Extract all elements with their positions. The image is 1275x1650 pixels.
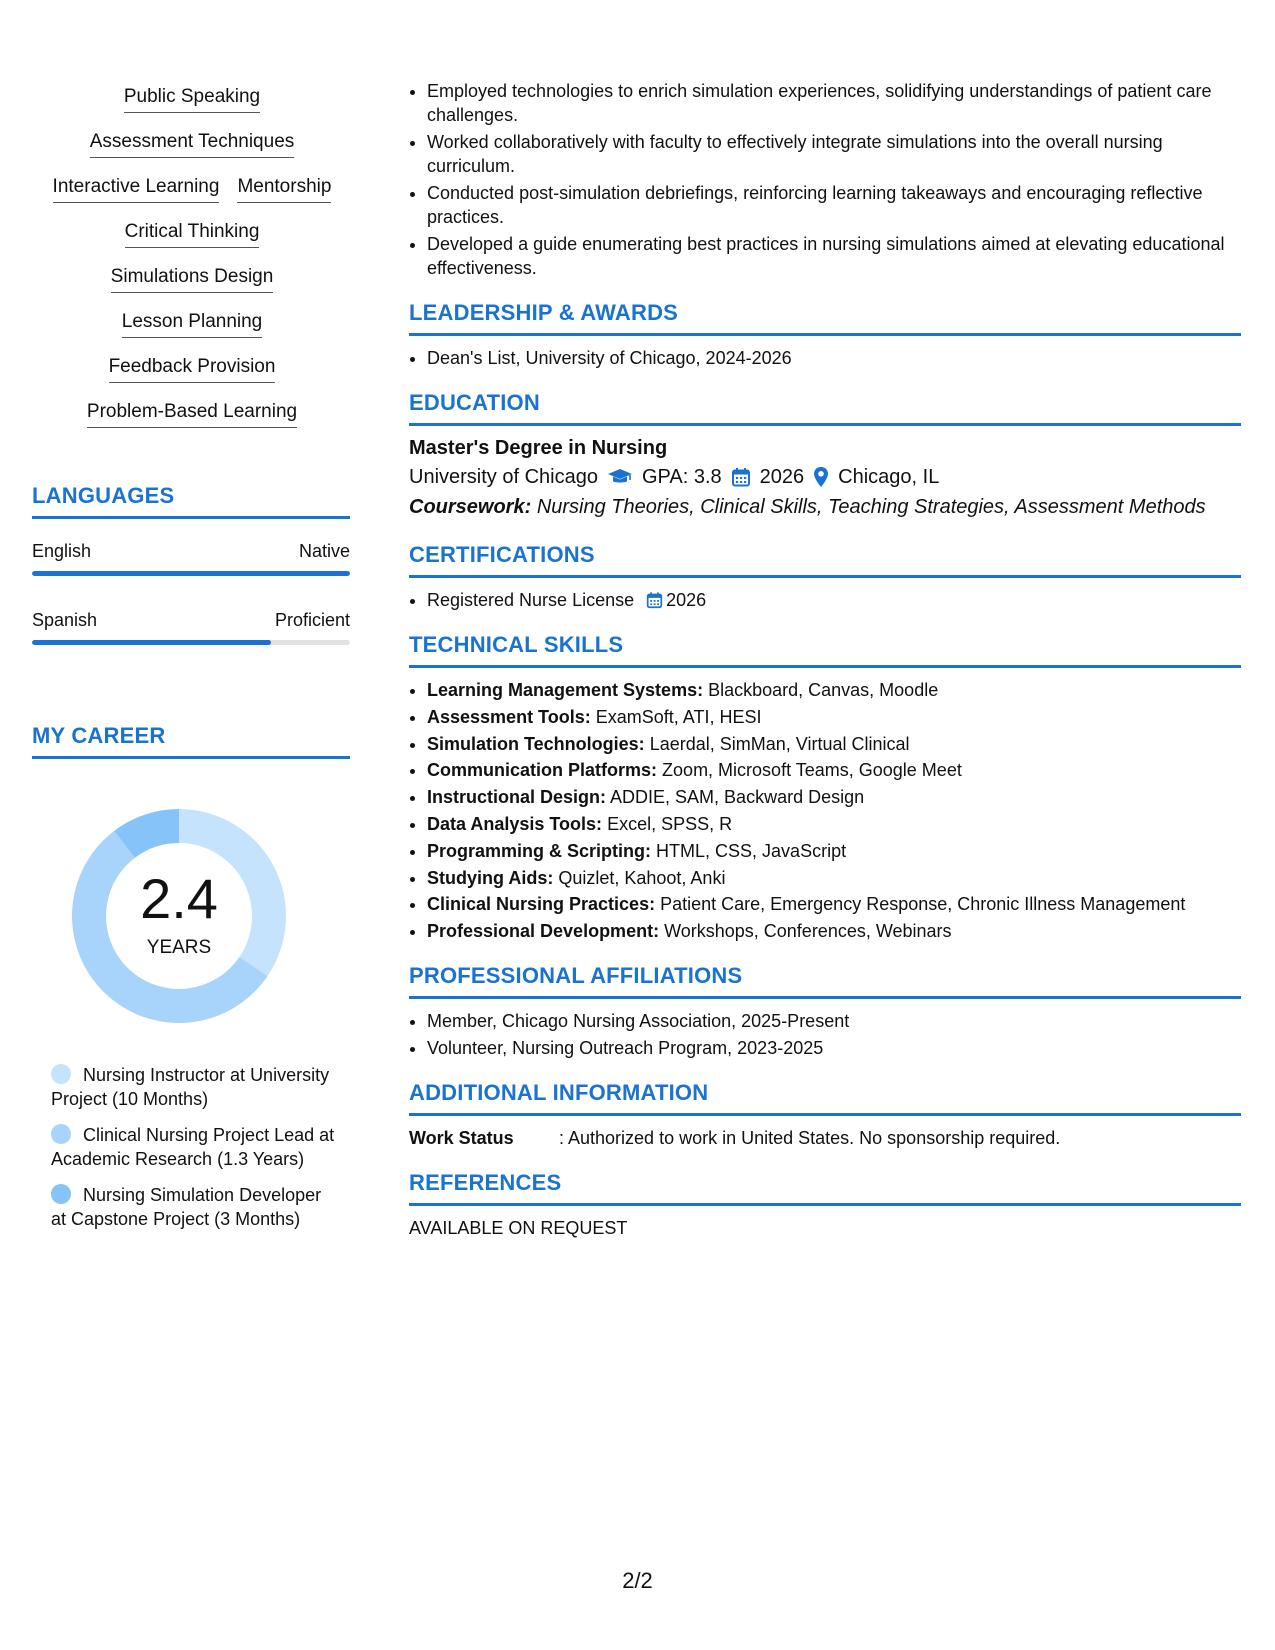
career-legend	[51, 1063, 341, 1243]
tech-skill-value: HTML, CSS, JavaScript	[656, 840, 847, 861]
calendar-icon	[731, 467, 751, 487]
tech-skill-value: Laerdal, SimMan, Virtual Clinical	[649, 733, 910, 754]
experience-bullet: • Worked collaboratively with faculty to effectively integrate simulations into the overall nursing curriculum.	[427, 130, 1241, 178]
affiliation-item: • Volunteer, Nursing Outreach Program, 2023-2025	[427, 1036, 1241, 1060]
language-bar-fill	[32, 640, 271, 645]
tech-skill-value: Zoom, Microsoft Teams, Google Meet	[662, 760, 962, 781]
skill-tag: Assessment Techniques	[90, 131, 295, 158]
career-legend-item	[51, 1123, 341, 1171]
technical-skills-heading: TECHNICAL SKILLS	[409, 632, 1241, 668]
language-name: English	[32, 541, 92, 561]
education-degree: Master's Degree in Nursing	[409, 437, 668, 459]
technical-skills-section	[409, 632, 1241, 943]
experience-bullet: • Employed technologies to enrich simulation experiences, solidifying understandings of patient care challenges.	[427, 79, 1241, 127]
language-item	[32, 609, 350, 645]
tech-skill-label: Communication Platforms:	[427, 760, 658, 781]
education-details	[409, 462, 1241, 492]
education-heading: EDUCATION	[409, 390, 1241, 426]
tech-skill-item	[427, 705, 1241, 729]
skill-tag: Mentorship	[237, 176, 331, 203]
skill-tag: Critical Thinking	[125, 221, 260, 248]
leadership-item: • Dean's List, University of Chicago, 2024-2026	[427, 346, 1241, 370]
references-heading: REFERENCES	[409, 1170, 1241, 1206]
legend-dot-icon	[51, 1064, 71, 1084]
certification-year: 2026	[666, 590, 707, 610]
career-total-unit: YEARS	[146, 937, 212, 958]
education-section	[409, 390, 1241, 522]
tech-skill-value: Quizlet, Kahoot, Anki	[558, 867, 726, 888]
coursework-label: Coursework:	[409, 496, 532, 518]
career-role-label: Nursing Simulation Developer at Capstone Project (3 Months)	[51, 1185, 322, 1229]
career-legend-item	[51, 1063, 341, 1111]
education-school: University of Chicago	[409, 466, 598, 488]
location-pin-icon	[813, 466, 829, 488]
experience-bullet: • Developed a guide enumerating best practices in nursing simulations aimed at elevating educational effectiveness.	[427, 232, 1241, 280]
tech-skill-label: Instructional Design:	[427, 787, 607, 808]
education-year: 2026	[759, 466, 805, 488]
affiliation-item: • Member, Chicago Nursing Association, 2025-Present	[427, 1009, 1241, 1033]
experience-bullet: • Conducted post-simulation debriefings, reinforcing learning takeaways and encouraging reflective practices.	[427, 181, 1241, 229]
skill-tag: Public Speaking	[124, 86, 260, 113]
calendar-icon	[646, 591, 663, 609]
certification-name: Registered Nurse License	[427, 590, 635, 610]
tech-skill-label: Learning Management Systems:	[427, 680, 704, 700]
tech-skill-label: Assessment Tools:	[427, 706, 591, 727]
education-coursework	[409, 492, 1241, 522]
language-item	[32, 540, 350, 576]
additional-info-heading: ADDITIONAL INFORMATION	[409, 1080, 1241, 1116]
languages-heading: LANGUAGES	[32, 483, 350, 519]
career-legend-item	[51, 1183, 341, 1231]
tech-skill-item	[427, 732, 1241, 756]
skill-tag: Interactive Learning	[53, 176, 220, 203]
additional-info-section	[409, 1080, 1241, 1150]
coursework-list: Nursing Theories, Clinical Skills, Teaching Strategies, Assessment Methods	[536, 496, 1206, 518]
work-status-label: Work Status	[409, 1128, 514, 1149]
tech-skill-item	[427, 785, 1241, 809]
tech-skill-item	[427, 919, 1241, 943]
career-total-value: 2.4	[140, 867, 218, 930]
language-level: Native	[298, 541, 350, 561]
legend-dot-icon	[51, 1124, 71, 1144]
tech-skill-value: Blackboard, Canvas, Moodle	[708, 680, 939, 700]
page-number: 2/2	[622, 1568, 653, 1593]
skill-tag: Lesson Planning	[122, 311, 263, 338]
tech-skill-item	[427, 812, 1241, 836]
education-location: Chicago, IL	[838, 466, 940, 488]
tech-skill-value: Excel, SPSS, R	[607, 813, 733, 834]
skill-tag: Problem-Based Learning	[87, 401, 297, 428]
career-heading: MY CAREER	[32, 723, 350, 759]
tech-skill-label: Simulation Technologies:	[427, 733, 645, 754]
work-status-value: : Authorized to work in United States. No sponsorship required.	[559, 1128, 1061, 1149]
graduation-cap-icon	[607, 468, 633, 486]
leadership-heading: LEADERSHIP & AWARDS	[409, 300, 1241, 336]
career-donut-chart	[66, 803, 292, 1029]
tech-skill-label: Programming & Scripting:	[427, 840, 652, 861]
references-section	[409, 1170, 1241, 1240]
language-name: Spanish	[32, 610, 98, 630]
tech-skill-value: Patient Care, Emergency Response, Chronic Illness Management	[660, 894, 1186, 915]
tech-skill-value: ADDIE, SAM, Backward Design	[610, 787, 865, 808]
experience-bullets	[409, 79, 1241, 280]
certifications-heading: CERTIFICATIONS	[409, 542, 1241, 578]
certification-item	[427, 588, 1241, 612]
tech-skill-item	[427, 758, 1241, 782]
skill-tag: Feedback Provision	[109, 356, 276, 383]
tech-skill-item	[427, 866, 1241, 890]
affiliations-section	[409, 963, 1241, 1060]
tech-skill-label: Data Analysis Tools:	[427, 813, 603, 834]
tech-skill-value: Workshops, Conferences, Webinars	[664, 921, 952, 942]
language-bar	[32, 640, 350, 645]
leadership-section	[409, 300, 1241, 370]
language-level: Proficient	[274, 610, 350, 630]
career-role-label: Clinical Nursing Project Lead at Academic Research (1.3 Years)	[51, 1125, 335, 1169]
certifications-section	[409, 542, 1241, 612]
career-role-label: Nursing Instructor at University Project (10 Months)	[51, 1065, 330, 1109]
language-bar	[32, 571, 350, 576]
skill-tag: Simulations Design	[111, 266, 274, 293]
references-text: AVAILABLE ON REQUEST	[409, 1218, 628, 1239]
work-status-row	[409, 1126, 1241, 1150]
tech-skill-item	[427, 678, 1241, 702]
skills-list	[32, 86, 352, 446]
language-bar-fill	[32, 571, 350, 576]
tech-skill-value: ExamSoft, ATI, HESI	[595, 706, 762, 727]
tech-skill-item	[427, 892, 1241, 916]
tech-skill-label: Professional Development:	[427, 921, 660, 942]
right-column	[409, 79, 1241, 1240]
legend-dot-icon	[51, 1184, 71, 1204]
tech-skill-label: Studying Aids:	[427, 867, 554, 888]
affiliations-heading: PROFESSIONAL AFFILIATIONS	[409, 963, 1241, 999]
education-gpa: GPA: 3.8	[641, 466, 722, 488]
tech-skill-label: Clinical Nursing Practices:	[427, 894, 656, 915]
tech-skill-item	[427, 839, 1241, 863]
